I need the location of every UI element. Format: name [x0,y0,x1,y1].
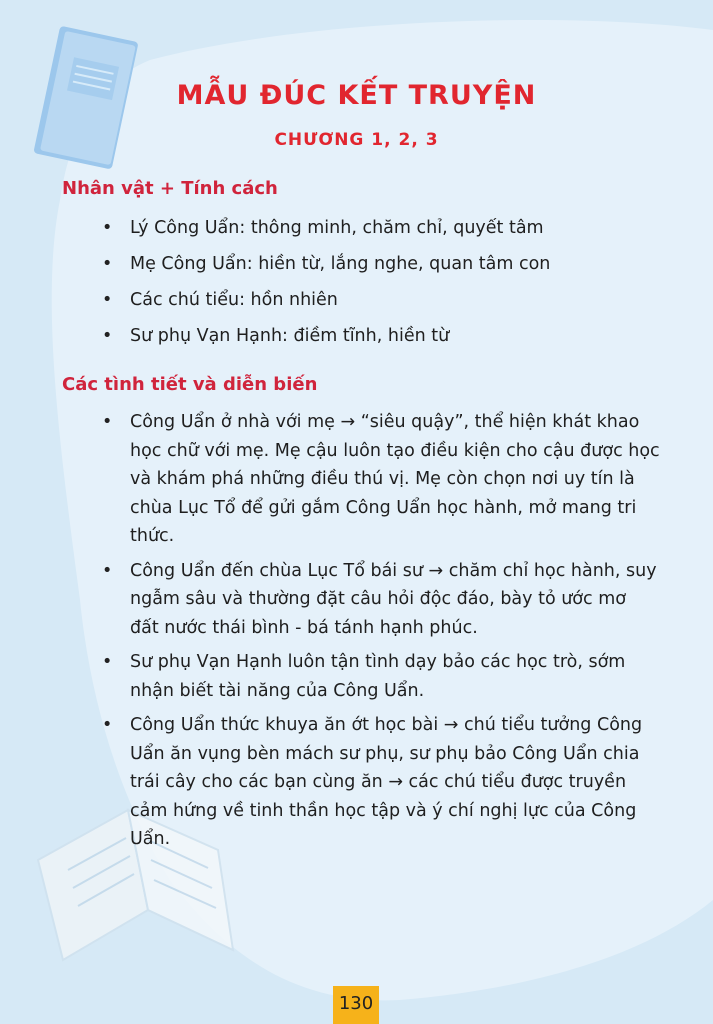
events-list [100,408,660,860]
list-item: • Công Uẩn ở nhà với mẹ → “siêu quậy”, thể hiện khát khao học chữ với mẹ. Mẹ cậu luôn tạo điều kiện cho cậu được học và khám phá những điều thú vị. Mẹ còn chọn nơi uy tín là chùa Lục Tổ để gửi gắm Công Uẩn học hành, mở mang tri thức. [100,408,660,551]
section-heading-characters: Nhân vật + Tính cách [62,178,278,199]
list-item: • Mẹ Công Uẩn: hiền từ, lắng nghe, quan tâm con [100,251,660,277]
list-item: • Các chú tiểu: hồn nhiên [100,287,660,313]
list-item: • Công Uẩn đến chùa Lục Tổ bái sư → chăm chỉ học hành, suy ngẫm sâu và thường đặt câu hỏi độc đáo, bày tỏ ước mơ đất nước thái bình - bá tánh hạnh phúc. [100,557,660,643]
character-list [100,215,660,359]
list-item: • Công Uẩn thức khuya ăn ớt học bài → chú tiểu tưởng Công Uẩn ăn vụng bèn mách sư phụ, sư phụ bảo Công Uẩn chia trái cây cho các bạn cùng ăn → các chú tiểu được truyền cảm hứng về tinh thần học tập và ý chí nghị lực của Công Uẩn. [100,711,660,854]
page-subtitle: CHƯƠNG 1, 2, 3 [274,130,439,150]
section-heading-events: Các tình tiết và diễn biến [62,374,318,395]
list-item: • Sư phụ Vạn Hạnh luôn tận tình dạy bảo các học trò, sớm nhận biết tài năng của Công Uẩn. [100,648,660,705]
list-item: • Lý Công Uẩn: thông minh, chăm chỉ, quyết tâm [100,215,660,241]
list-item: • Sư phụ Vạn Hạnh: điềm tĩnh, hiền từ [100,323,660,349]
page-number: 130 [333,986,379,1024]
page-title: MẪU ĐÚC KẾT TRUYỆN [176,80,537,111]
